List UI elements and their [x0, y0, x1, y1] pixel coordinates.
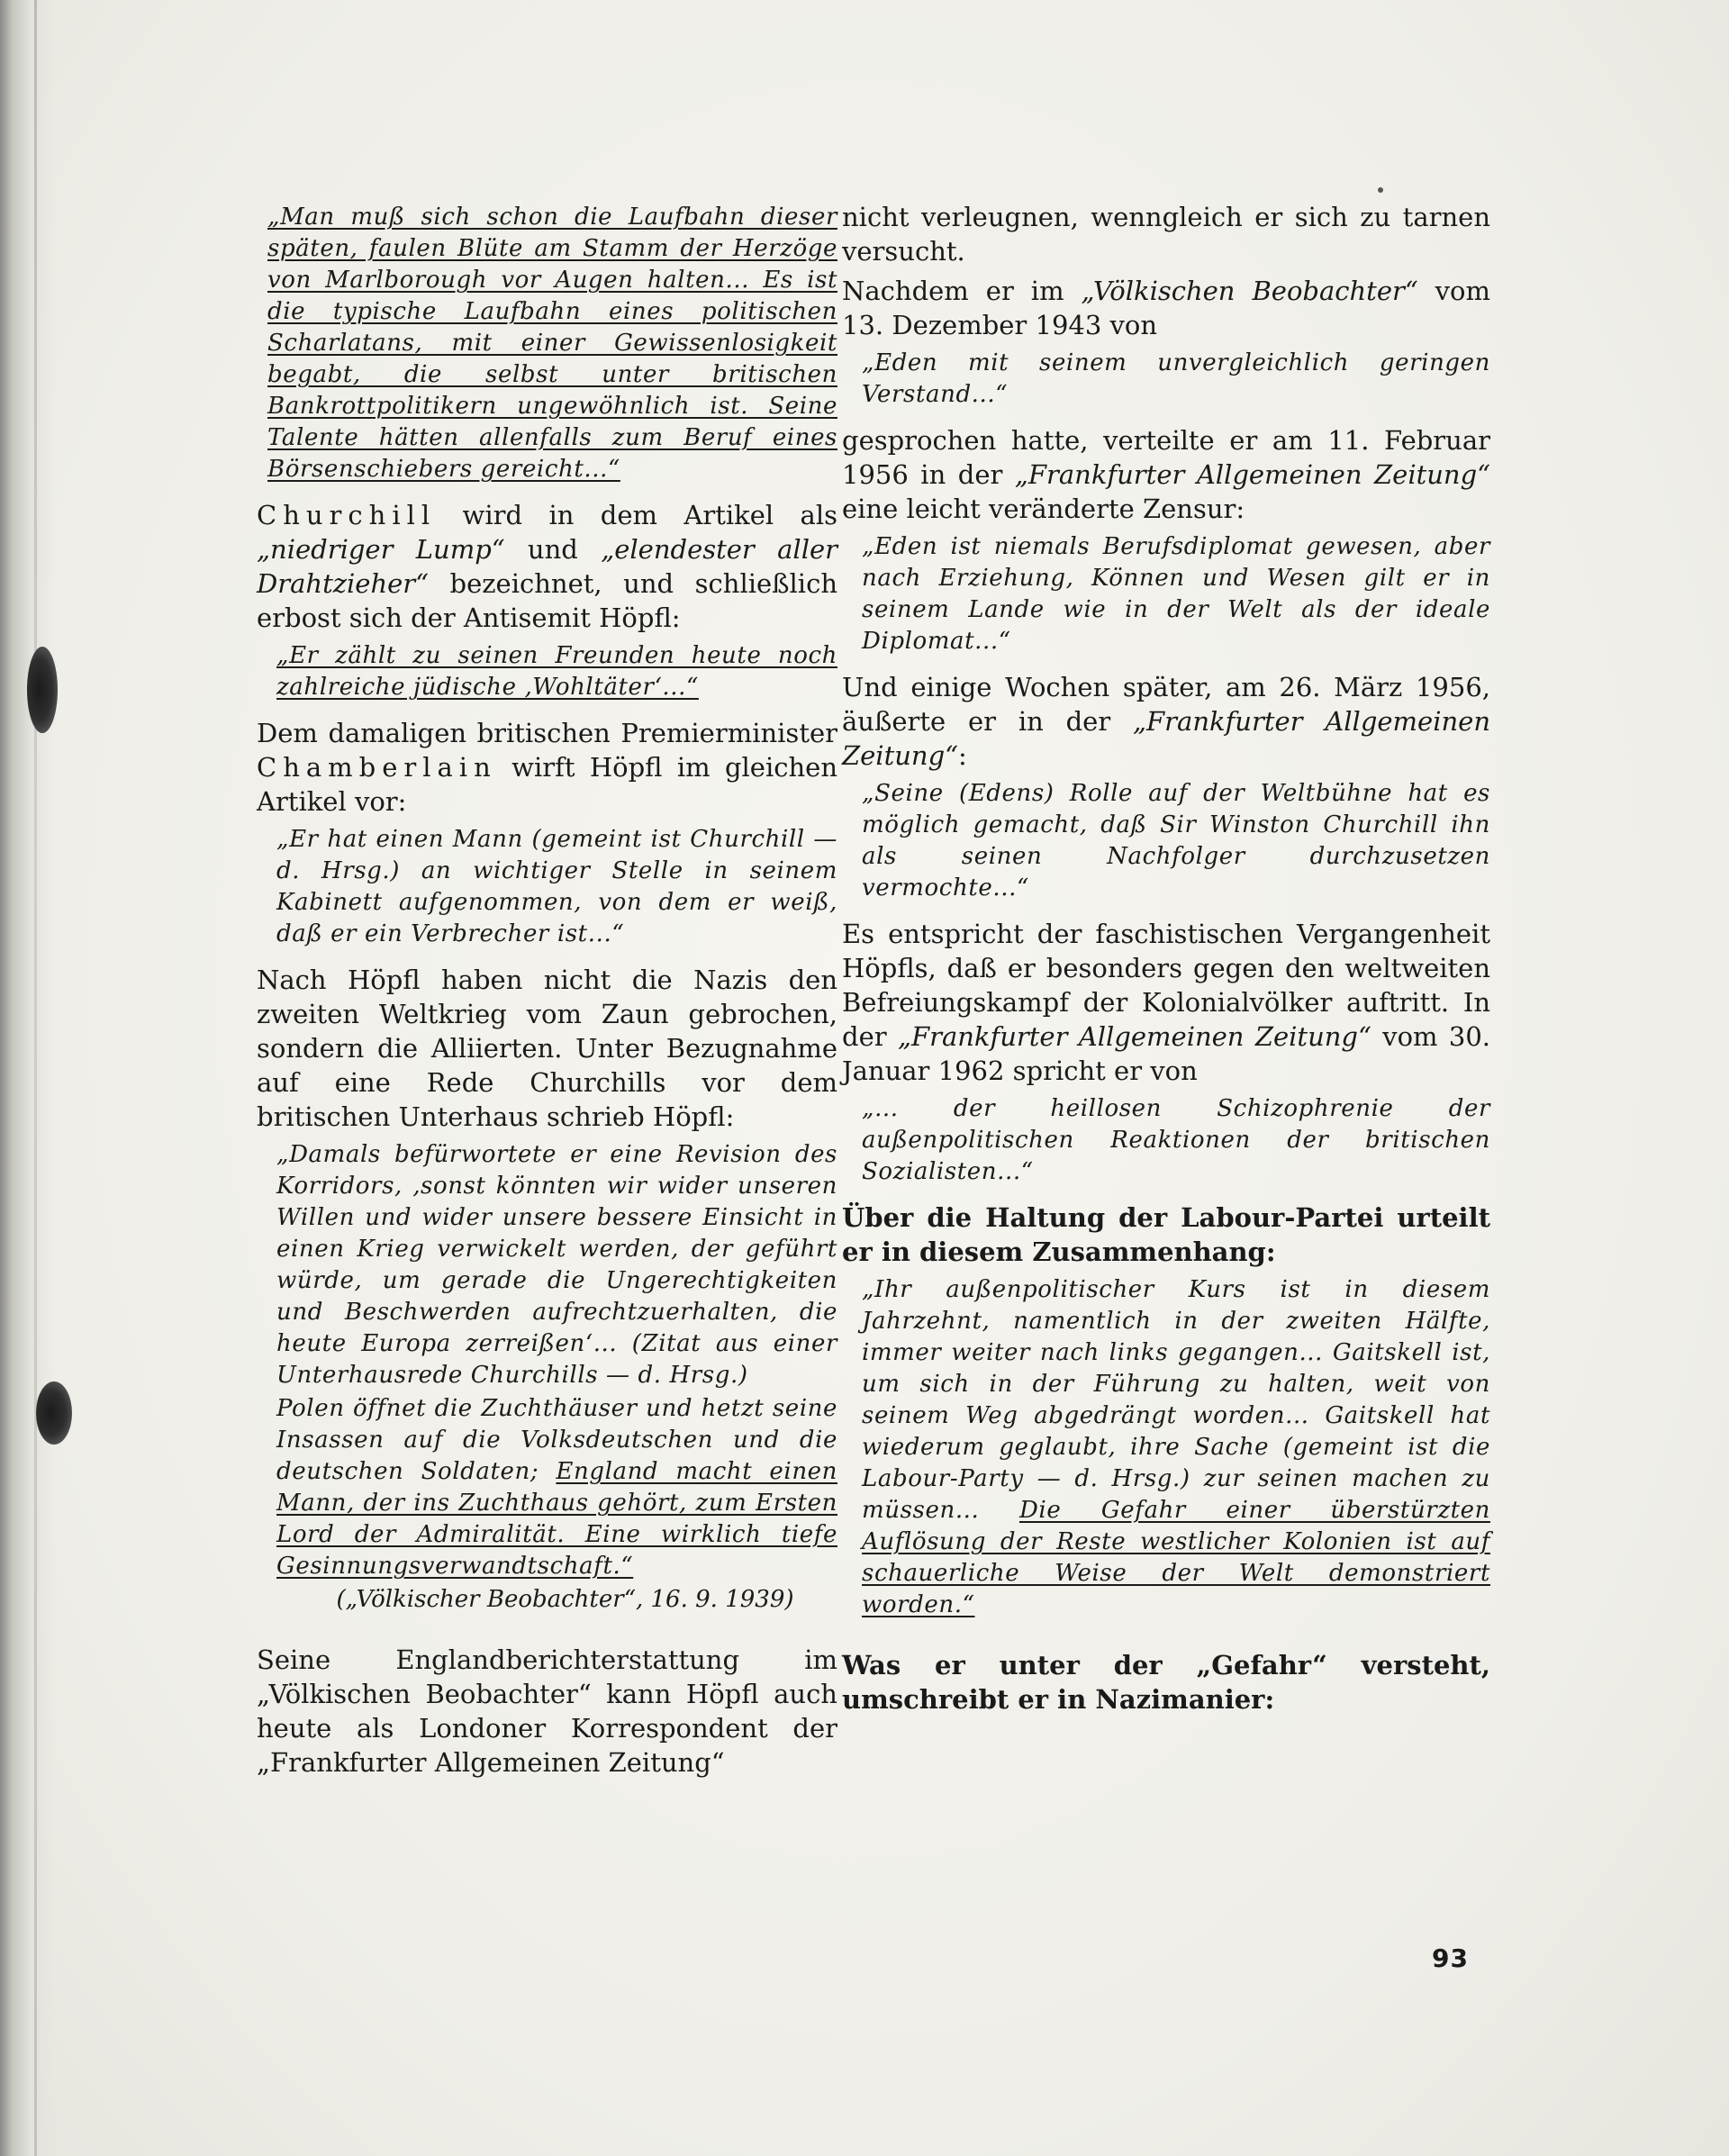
quote-eden-verstand: „Eden mit seinem unvergleichlich geringen Verstand...“	[862, 349, 1490, 408]
text-segment: Polen öffnet die Zuchthäuser und hetzt seine Insassen auf die Volksdeutschen und die deutschen Soldaten;	[276, 1395, 837, 1485]
newspaper-name: „Frankfurter Allgemeinen Zeitung“	[897, 1021, 1371, 1052]
text-segment: Es entspricht der faschistischen Vergangenheit Höpfls, daß er besonders gegen den weltweiten Befreiungskampf der Kolonialvölker auftritt. In der	[842, 919, 1490, 1052]
text-segment: eine leicht veränderte Zensur:	[842, 494, 1245, 524]
text-segment: und	[504, 534, 602, 565]
text-segment: :	[958, 740, 967, 771]
paragraph-colonial	[842, 917, 1490, 1088]
newspaper-name: „Völkischen Beobachter“	[1081, 276, 1418, 306]
name-chamberlain: Chamberlain	[257, 752, 497, 783]
quote-source: („Völkischer Beobachter“, 16. 9. 1939)	[336, 1586, 794, 1613]
right-column	[842, 200, 1490, 1722]
paragraph-reporting: Seine Englandberichterstattung im „Völkischen Beobachter“ kann Höpfl auch heute als Londoner Korrespondent der „Frankfurter Allgemeinen Zeitung“	[257, 1644, 837, 1778]
paragraph-allies: Nach Höpfl haben nicht die Nazis den zweiten Weltkrieg vom Zaun gebrochen, sondern die Alliierten. Unter Bezugnahme auf eine Rede Churchills vor dem britischen Unterhaus schrieb Höpfl:	[257, 965, 837, 1132]
text-segment: gesprochen hatte, verteilte er am 11. Februar 1956 in der	[842, 425, 1490, 490]
quote-cabinet: „Er hat einen Mann (gemeint ist Churchill — d. Hrsg.) an wichtiger Stelle in seinem Kabinett aufgenommen, von dem er weiß, daß er ein Verbrecher ist...“	[276, 826, 837, 947]
binding-shadow	[0, 0, 56, 2156]
quoted-term: „niedriger Lump“	[257, 534, 505, 565]
text-segment: bezeichnet, und schließlich erbost sich der Antisemit Höpfl:	[257, 568, 837, 633]
quote-eden-diplomat: „Eden ist niemals Berufsdiplomat gewesen, aber nach Erziehung, Können und Wesen gilt er in seinem Lande wie in der Welt als der ideale Diplomat...“	[862, 533, 1490, 655]
newspaper-name: „Frankfurter Allgemeinen Zeitung“	[1014, 459, 1490, 490]
text-segment: vom 30. Januar 1962 spricht er von	[842, 1021, 1491, 1086]
underlined-passage: Die Gefahr einer überstürzten Auflösung der Reste westlicher Kolonien ist auf schauerliche Weise der Welt demonstriert worden.“	[862, 1497, 1490, 1618]
print-speck	[1378, 187, 1383, 193]
paragraph-chamberlain	[257, 716, 837, 819]
text-segment: wirft Höpfl im gleichen Artikel vor:	[257, 752, 837, 817]
quote-eden-role: „Seine (Edens) Rolle auf der Weltbühne hat es möglich gemacht, daß Sir Winston Churchill ihn als seinen Nachfolger durchzusetzen vermochte...“	[862, 780, 1490, 901]
paragraph-eden-1943	[842, 274, 1490, 342]
paragraph-churchill	[257, 498, 837, 635]
text-segment: vom 13. Dezember 1943 von	[842, 276, 1491, 340]
name-churchill: Churchill	[257, 500, 437, 530]
text-segment: „Ihr außenpolitischer Kurs ist in diesem Jahrzehnt, namentlich in der zweiten Hälfte, immer weiter nach links gegangen... Gaitskell ist, um sich in der Führung zu halten, weit von seinem Weg abgedrängt worden... Gaitskell hat wiederum geglaubt, ihre Sache (gemeint ist die Labour-Party — d. Hrsg.) zur seinen machen zu müssen...	[862, 1276, 1490, 1524]
quote-schizophrenia: „... der heillosen Schizophrenie der außenpolitischen Reaktionen der britischen Sozialisten...“	[862, 1095, 1490, 1185]
text-segment: Nachdem er im	[842, 276, 1082, 306]
quote-poland	[276, 1393, 837, 1582]
quote-revision: „Damals befürwortete er eine Revision des Korridors, ‚sonst könnten wir wider unseren Willen und wider unsere bessere Einsicht in einen Krieg verwickelt werden, der geführt würde, um gerade die Ungerechtigkeiten und Beschwerden aufrechtzuerhalten, die heute Europa zerreißen‘... (Zitat aus einer Unterhausrede Churchills — d. Hrsg.)	[276, 1141, 837, 1389]
paragraph-continuation: nicht verleugnen, wenngleich er sich zu tarnen versucht.	[842, 202, 1490, 267]
punch-hole-bottom	[36, 1381, 72, 1445]
punch-hole-top	[27, 647, 58, 733]
quoted-term: „elendester aller Drahtzieher“	[257, 534, 837, 599]
text-segment: Dem damaligen britischen Premierminister	[257, 718, 837, 748]
left-column	[257, 200, 837, 1785]
page-number: 93	[1432, 1943, 1469, 1973]
underlined-passage: England macht einen Mann, der ins Zuchthaus gehört, zum Ersten Lord der Admiralität. Eine wirklich tiefe Gesinnungsverwandtschaft.“	[276, 1458, 837, 1580]
newspaper-name: „Frankfurter Allgemeinen Zeitung“	[842, 706, 1491, 771]
text-segment: wird in dem Artikel als	[436, 500, 837, 530]
paragraph-labour: Über die Haltung der Labour-Partei urteilt er in diesem Zusammenhang:	[842, 1202, 1490, 1267]
quote-labour-course	[862, 1274, 1490, 1621]
text-segment: Und einige Wochen später, am 26. März 1956, äußerte er in der	[842, 672, 1490, 737]
paragraph-eden-1956	[842, 423, 1490, 526]
paragraph-march-1956	[842, 670, 1490, 773]
paragraph-danger: Was er unter der „Gefahr“ versteht, umschreibt er in Nazimanier:	[842, 1650, 1490, 1715]
binding-edge	[34, 0, 37, 2156]
quote-friends: „Er zählt zu seinen Freunden heute noch zahlreiche jüdische ‚Wohltäter‘...“	[276, 642, 837, 701]
quote-churchill-career: „Man muß sich schon die Laufbahn dieser späten, faulen Blüte am Stamm der Herzöge von Marlborough vor Augen halten... Es ist die typische Laufbahn eines politischen Scharlatans, mit einer Gewissenlosigkeit begabt, die selbst unter britischen Bankrottpolitikern ungewöhnlich ist. Seine Talente hätten allenfalls zum Beruf eines Börsenschiebers gereicht...“	[267, 204, 837, 483]
